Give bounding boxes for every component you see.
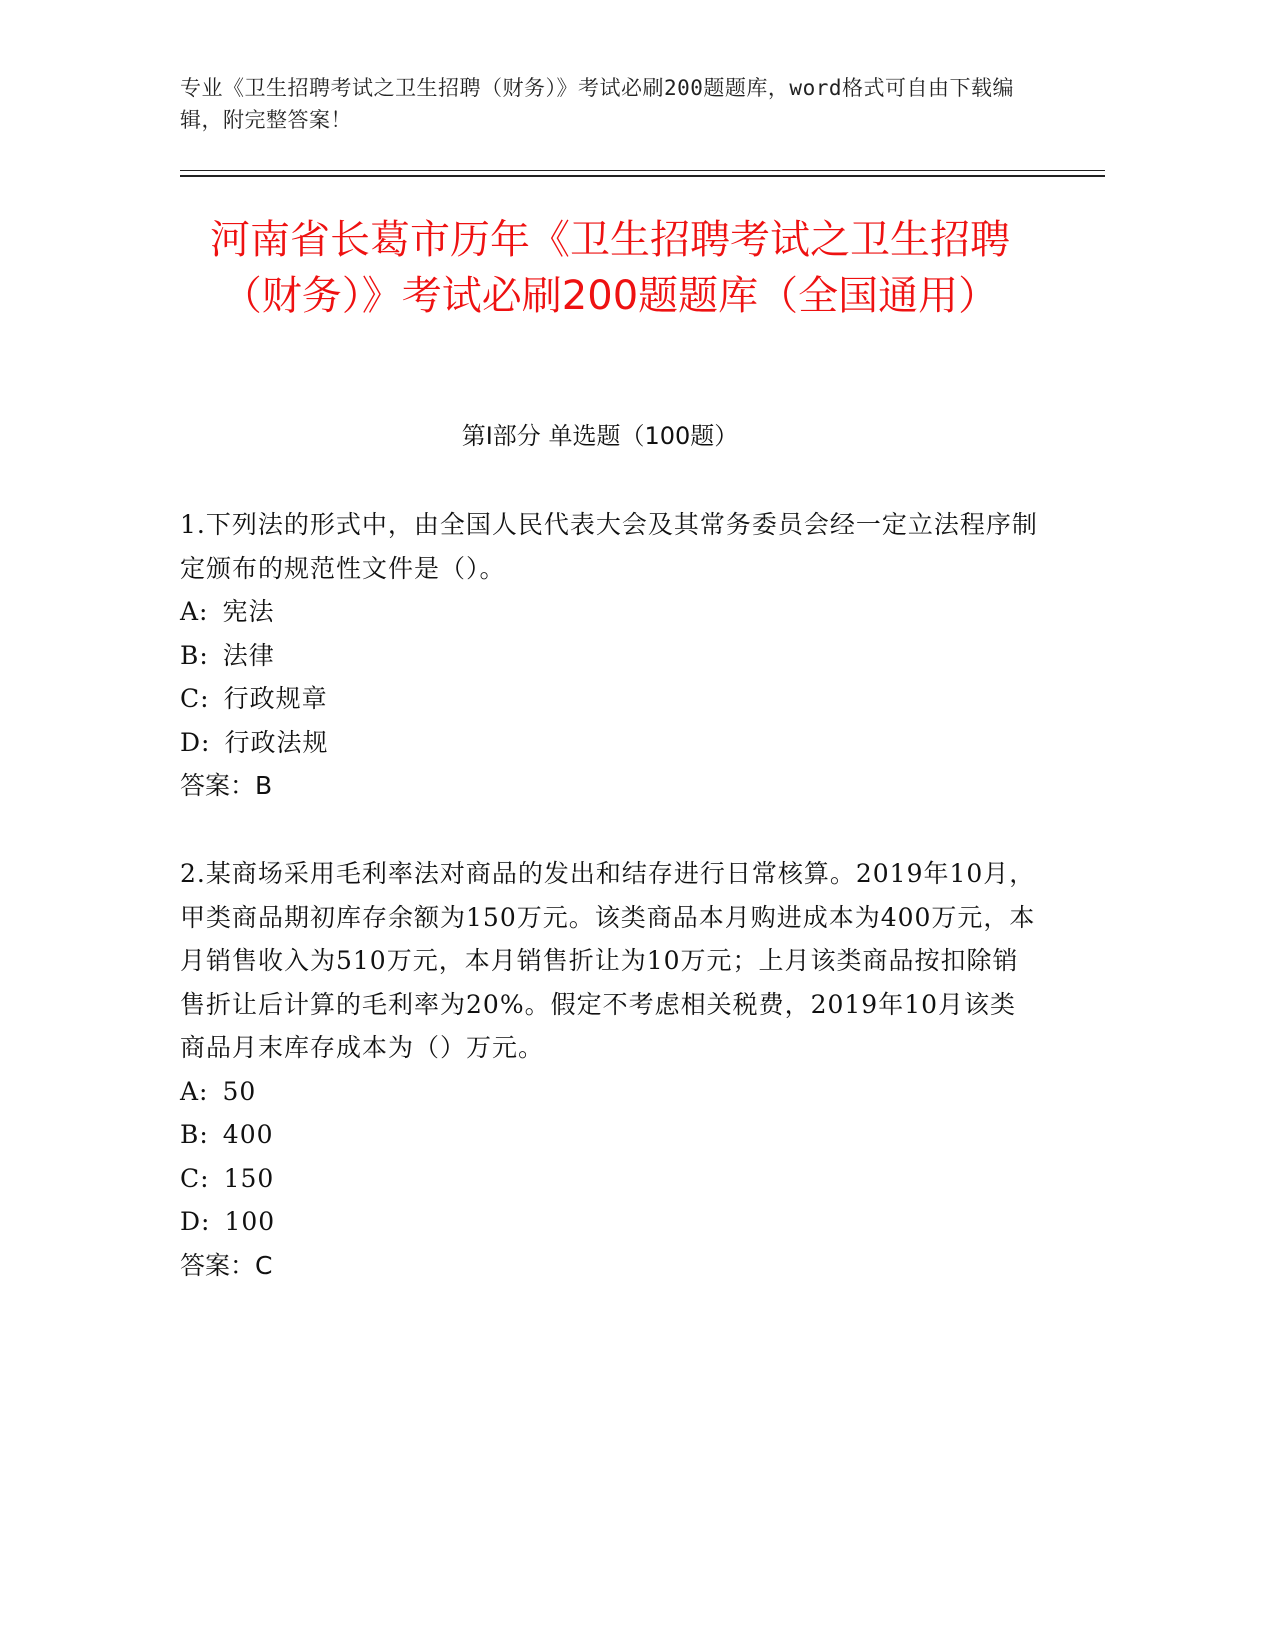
question-1 — [180, 503, 1040, 808]
option-d — [180, 1200, 1040, 1244]
question-2 — [180, 852, 1040, 1287]
option-key: B: — [180, 640, 209, 670]
option-text: 行政规章 — [223, 684, 328, 713]
option-text: 150 — [223, 1163, 275, 1193]
option-key: A: — [180, 597, 209, 626]
option-key: C: — [180, 1163, 210, 1193]
option-key: C: — [180, 684, 210, 713]
header-divider-thin — [180, 170, 1105, 171]
option-text: 50 — [222, 1076, 257, 1106]
option-b — [180, 634, 1040, 678]
answer-line: 答案：C — [180, 1250, 273, 1280]
option-a — [180, 590, 1040, 634]
option-text: 行政法规 — [224, 727, 329, 757]
option-text: 法律 — [222, 640, 275, 670]
header-note: 专业《卫生招聘考试之卫生招聘（财务）》考试必刷200题题库，word格式可自由下载编辑，附完整答案！ — [180, 76, 1014, 132]
section-heading: 第I部分 单选题（100题） — [461, 422, 739, 450]
option-d — [180, 721, 1040, 765]
option-key: D: — [180, 1207, 211, 1236]
answer-line: 答案：B — [180, 771, 273, 800]
option-c — [180, 1157, 1040, 1201]
question-stem: 2.某商场采用毛利率法对商品的发出和结存进行日常核算。2019年10月，甲类商品期初库存余额为150万元。该类商品本月购进成本为400万元，本月销售收入为510万元，本月销售折让为10万元；上月该类商品按扣除销售折让后计算的毛利率为20%。假定不考虑相关税费，2019年10月该类商品月末库存成本为（）万元。 — [180, 859, 1036, 1062]
header-divider-thick — [180, 175, 1105, 177]
option-a — [180, 1070, 1040, 1114]
option-text: 100 — [224, 1207, 276, 1236]
option-text: 宪法 — [222, 597, 275, 626]
option-key: D: — [180, 727, 211, 757]
option-c — [180, 677, 1040, 721]
option-key: B: — [180, 1120, 209, 1149]
option-b — [180, 1113, 1040, 1157]
option-text: 400 — [222, 1120, 274, 1149]
option-key: A: — [180, 1076, 209, 1106]
question-stem: 1.下列法的形式中，由全国人民代表大会及其常务委员会经一定立法程序制定颁布的规范性文件是（）。 — [180, 510, 1038, 583]
document-title: 河南省长葛市历年《卫生招聘考试之卫生招聘（财务）》考试必刷200题题库（全国通用） — [210, 217, 1010, 319]
